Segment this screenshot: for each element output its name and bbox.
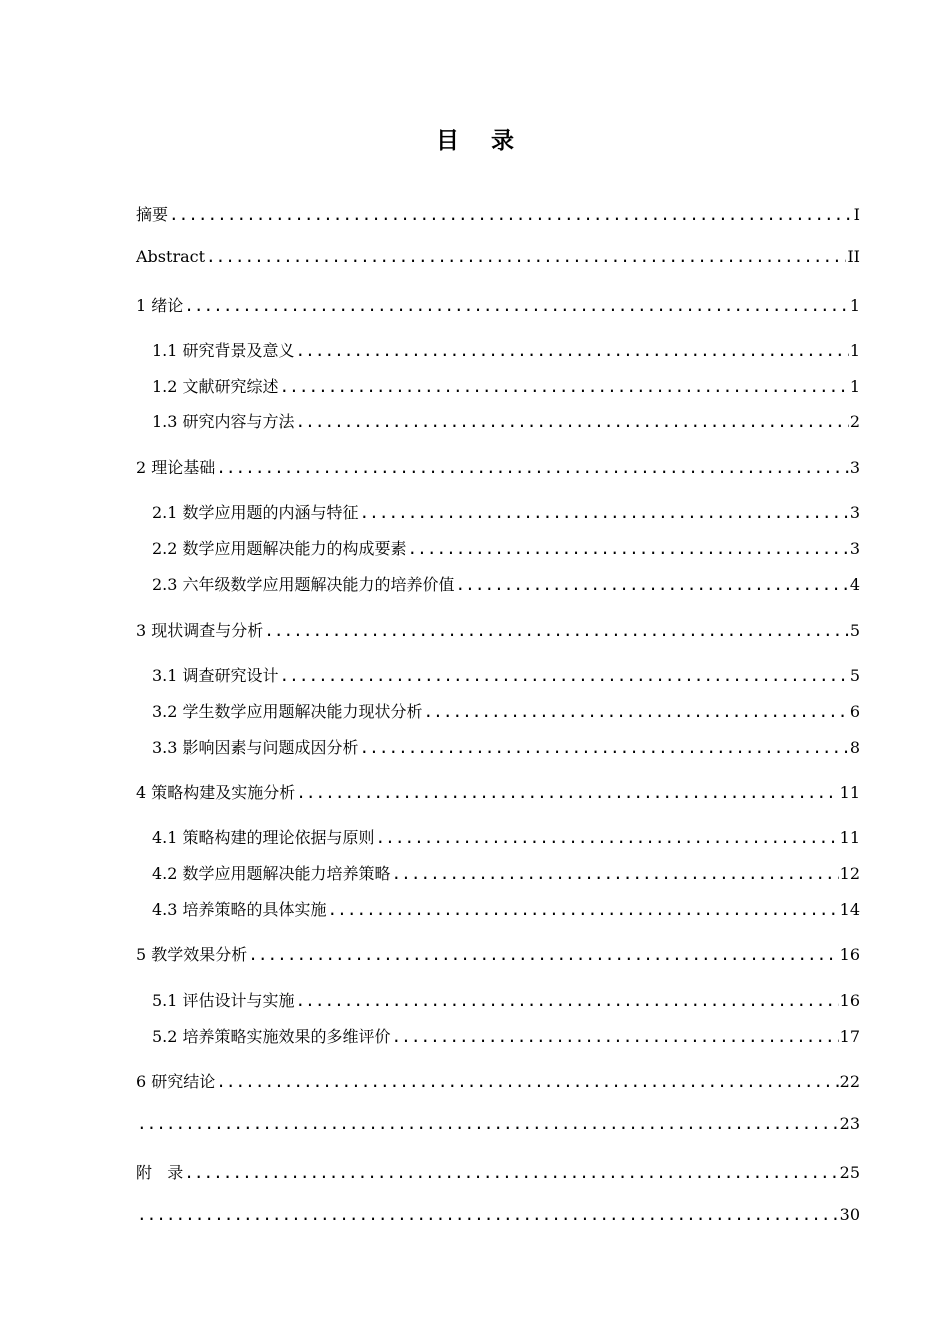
toc-entry[interactable] (136, 780, 860, 804)
toc-leader-dots (169, 205, 853, 224)
toc-entry[interactable] (152, 825, 860, 849)
toc-leader-dots (392, 1027, 839, 1046)
toc-entry-label: 5.2 培养策略实施效果的多维评价 (152, 1027, 391, 1046)
toc-leader-dots (184, 1163, 838, 1182)
toc-leader-dots (376, 828, 839, 847)
toc-leader-dots (296, 783, 838, 802)
toc-leader-dots (264, 621, 849, 640)
toc-entry-label: 附 录 (136, 1163, 184, 1182)
toc-entry-page: I (853, 205, 860, 224)
toc-leader-dots (296, 412, 849, 431)
toc-entry[interactable] (152, 536, 860, 560)
toc-entry-label: 5.1 评估设计与实施 (152, 991, 295, 1010)
toc-entry[interactable] (152, 735, 860, 759)
toc-entry-label: 2.1 数学应用题的内涵与特征 (152, 503, 359, 522)
toc-leader-dots (248, 945, 838, 964)
toc-entry-page: 12 (839, 864, 860, 883)
toc-leader-dots (360, 503, 849, 522)
toc-leader-dots (360, 738, 849, 757)
toc-entry-label: 4 策略构建及实施分析 (136, 783, 296, 802)
toc-entry-label: 3.1 调查研究设计 (152, 666, 279, 685)
toc-entry-page: 17 (839, 1027, 860, 1046)
toc-entry[interactable] (152, 663, 860, 687)
toc-entry-page: 6 (849, 702, 860, 721)
toc-entry[interactable] (152, 897, 860, 921)
toc-entry-page: 1 (849, 296, 860, 315)
toc-entry-label: 2.3 六年级数学应用题解决能力的培养价值 (152, 575, 455, 594)
toc-entry[interactable] (136, 1205, 860, 1229)
toc-leader-dots (216, 1072, 838, 1091)
toc-entry-page: 8 (849, 738, 860, 757)
toc-entry-page: 11 (839, 783, 860, 802)
toc-entry[interactable] (136, 1160, 860, 1184)
toc-leader-dots (280, 666, 849, 685)
toc-entry-label: 1.1 研究背景及意义 (152, 341, 295, 360)
toc-leader-dots (296, 991, 839, 1010)
toc-entry-label: 3 现状调查与分析 (136, 621, 264, 640)
toc-entry[interactable] (136, 455, 860, 479)
toc-leader-dots (184, 296, 849, 315)
toc-leader-dots (206, 247, 846, 266)
toc-entry[interactable] (136, 618, 860, 642)
toc-entry-page: II (847, 247, 860, 266)
toc-entry-label: 3.3 影响因素与问题成因分析 (152, 738, 359, 757)
toc-entry-page: 16 (839, 945, 860, 964)
toc-entry-page: 11 (839, 828, 860, 847)
toc-entry-page: 14 (839, 900, 860, 919)
toc-entry-page: 5 (849, 666, 860, 685)
toc-entry[interactable] (152, 699, 860, 723)
toc-entry[interactable] (136, 293, 860, 317)
toc-entry-label: 6 研究结论 (136, 1072, 216, 1091)
toc-entry-label: 2.2 数学应用题解决能力的构成要素 (152, 539, 407, 558)
toc-entry-page: 22 (839, 1072, 860, 1091)
toc-leader-dots (280, 377, 849, 396)
toc-entry-page: 3 (849, 539, 860, 558)
toc-leader-dots (137, 1114, 839, 1133)
toc-entry-page: 1 (849, 341, 860, 360)
toc-leader-dots (424, 702, 849, 721)
toc-leader-dots (216, 458, 849, 477)
toc-leader-dots (296, 341, 849, 360)
toc-entry[interactable] (152, 572, 860, 596)
toc-entry[interactable] (152, 338, 860, 362)
toc-leader-dots (137, 1205, 839, 1224)
toc-entry-page: 3 (849, 503, 860, 522)
toc-entry-label: 3.2 学生数学应用题解决能力现状分析 (152, 702, 423, 721)
toc-entry[interactable] (136, 247, 860, 271)
toc-entry[interactable] (152, 374, 860, 398)
toc-entry-page: 3 (849, 458, 860, 477)
toc-entry-label: 4.3 培养策略的具体实施 (152, 900, 327, 919)
toc-leader-dots (408, 539, 849, 558)
toc-entry[interactable] (152, 500, 860, 524)
toc-entry-label: 2 理论基础 (136, 458, 216, 477)
toc-entry-label: 4.1 策略构建的理论依据与原则 (152, 828, 375, 847)
toc-entry-label: 5 教学效果分析 (136, 945, 248, 964)
toc-entry[interactable] (136, 202, 860, 226)
toc-entry[interactable] (136, 1069, 860, 1093)
toc-leader-dots (392, 864, 839, 883)
toc-leader-dots (328, 900, 839, 919)
toc-entry[interactable] (136, 1114, 860, 1138)
toc-entry-label: 1.2 文献研究综述 (152, 377, 279, 396)
toc-entry[interactable] (152, 1024, 860, 1048)
toc-entry-label: 1.3 研究内容与方法 (152, 412, 295, 431)
toc-entry-page: 4 (849, 575, 860, 594)
toc-entry-page: 1 (849, 377, 860, 396)
toc-leader-dots (456, 575, 849, 594)
toc-entry-page: 25 (839, 1163, 860, 1182)
toc-entry[interactable] (152, 988, 860, 1012)
toc-entry-page: 5 (849, 621, 860, 640)
toc-entry[interactable] (136, 942, 860, 966)
toc-entry-label: 4.2 数学应用题解决能力培养策略 (152, 864, 391, 883)
toc-entry-label: Abstract (136, 247, 206, 266)
toc-entry-page: 16 (839, 991, 860, 1010)
toc-entry-label: 1 绪论 (136, 296, 184, 315)
toc-entry-page: 2 (849, 412, 860, 431)
page-title: 目 录 (435, 128, 526, 154)
toc-entry-page: 23 (839, 1114, 860, 1133)
toc-entry-label: 摘要 (136, 205, 169, 224)
toc-entry[interactable] (152, 861, 860, 885)
toc-entry-page: 30 (839, 1205, 860, 1224)
toc-entry[interactable] (152, 409, 860, 433)
